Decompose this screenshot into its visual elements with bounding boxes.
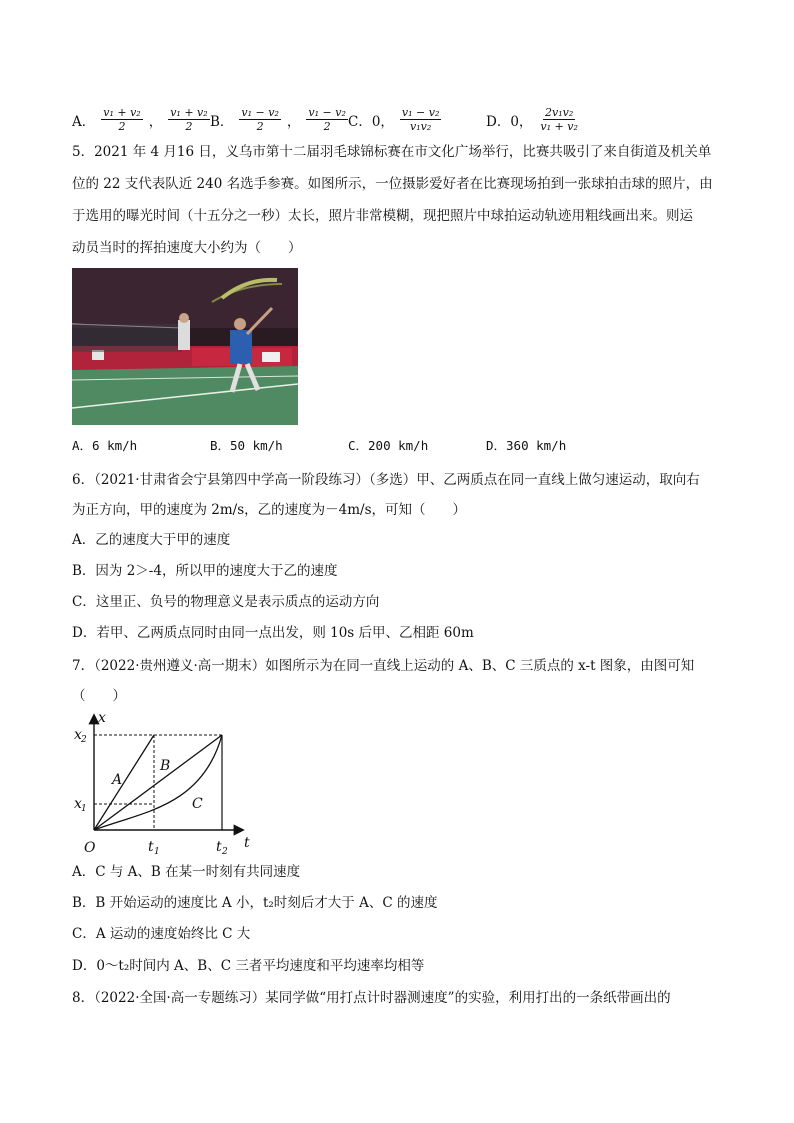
label-b: B bbox=[160, 758, 171, 774]
denominator: v₁ + v₂ bbox=[540, 120, 578, 133]
label-t-axis: t bbox=[244, 835, 250, 851]
fraction bbox=[168, 106, 209, 133]
q7-option-c: C．A 运动的速度始终比 C 大 bbox=[72, 926, 251, 942]
label-origin: O bbox=[84, 840, 96, 856]
denominator: 2 bbox=[185, 120, 193, 133]
denominator: 2 bbox=[256, 120, 264, 133]
q5-option-d: D．360 km/h bbox=[486, 438, 567, 453]
q6-option-b: B．因为 2＞-4，所以甲的速度大于乙的速度 bbox=[72, 563, 338, 579]
label-a: A bbox=[112, 772, 123, 788]
line-a bbox=[94, 735, 154, 830]
badminton-photo bbox=[72, 268, 298, 425]
fraction bbox=[306, 106, 347, 133]
fraction bbox=[239, 106, 280, 133]
numerator: v₁ + v₂ bbox=[170, 106, 208, 119]
label-x1-sub: 1 bbox=[81, 804, 87, 814]
q5-option-c: C．200 km/h bbox=[348, 438, 429, 453]
q5-line-2: 位的 22 支代表队近 240 名选手参赛。如图所示，一位摄影爱好者在比赛现场拍到一张球拍击球的照片，由 bbox=[72, 176, 713, 192]
q6-option-a: A．乙的速度大于甲的速度 bbox=[72, 532, 231, 548]
q6-option-d: D．若甲、乙两质点同时由同一点出发，则 10s 后甲、乙相距 60m bbox=[72, 625, 474, 641]
label-c: C bbox=[192, 796, 203, 812]
q6-stem-2: 为正方向，甲的速度为 2m/s，乙的速度为－4m/s，可知（ ） bbox=[72, 502, 467, 518]
label-t2-sub: 2 bbox=[222, 847, 228, 857]
q5-line-3: 于选用的曝光时间（十五分之一秒）太长，照片非常模糊，现把照片中球拍运动轨迹用粗线画出来。则运 bbox=[72, 208, 693, 224]
q4-option-a: A． $\frac{\text{v₁ + v₂}}{2}$ ， $\frac{\text{v₁ + v₂}}{2}$ bbox=[72, 106, 208, 133]
denominator: 2 bbox=[323, 120, 331, 133]
denominator: v₁v₂ bbox=[410, 120, 432, 133]
q4-option-b-letter: B． bbox=[210, 113, 234, 130]
q8-stem: 8．（2022·全国·高一专题练习）某同学做“用打点计时器测速度”的实验，利用打出的一条纸带画出的 bbox=[72, 990, 671, 1006]
label-x2-sub: 2 bbox=[81, 735, 87, 745]
q4-option-c bbox=[348, 106, 443, 133]
label-t2: t bbox=[216, 839, 222, 855]
q5-option-b: B．50 km/h bbox=[210, 438, 283, 453]
q7-option-d: D．0～t₂时间内 A、B、C 三者平均速度和平均速率均相等 bbox=[72, 958, 425, 974]
xt-graph bbox=[72, 712, 252, 857]
q7-stem-2: （ ） bbox=[72, 688, 126, 704]
q5-line-4: 动员当时的挥拍速度大小约为（ ） bbox=[72, 240, 302, 256]
q4-option-b: B． $\frac{\text{v₁ − v₂}}{2}$ ， $\frac{\text{v₁ − v₂}}{2}$ bbox=[210, 106, 346, 133]
label-x1: x bbox=[74, 796, 82, 812]
q4-option-a-letter: A． bbox=[72, 113, 96, 130]
q4-option-c-letter: C．0， bbox=[348, 113, 394, 130]
denominator: 2 bbox=[118, 120, 126, 133]
q5-option-a: A．6 km/h bbox=[72, 438, 138, 453]
label-x-axis: x bbox=[98, 710, 106, 726]
label-x2: x bbox=[74, 727, 82, 743]
fraction bbox=[101, 106, 142, 133]
label-t1: t bbox=[148, 839, 154, 855]
label-t1-sub: 1 bbox=[154, 847, 160, 857]
numerator: 2v₁v₂ bbox=[545, 106, 574, 119]
numerator: v₁ + v₂ bbox=[103, 106, 141, 119]
q5-line-1: 5．2021 年 4 月16 日，义乌市第十二届羽毛球锦标赛在市文化广场举行，比赛共吸引了来自街道及机关单 bbox=[72, 144, 712, 160]
numerator: v₁ − v₂ bbox=[241, 106, 279, 119]
numerator: v₁ − v₂ bbox=[308, 106, 346, 119]
q7-option-b: B．B 开始运动的速度比 A 小，t₂时刻后才大于 A、C 的速度 bbox=[72, 895, 438, 911]
q6-stem: 6．（2021·甘肃省会宁县第四中学高一阶段练习）（多选）甲、乙两质点在同一直线上做匀速运动，取向右 bbox=[72, 472, 700, 488]
numerator: v₁ − v₂ bbox=[401, 106, 440, 119]
q4-option-d-letter: D．0， bbox=[486, 113, 533, 130]
fraction bbox=[538, 106, 579, 133]
q7-option-a: A．C 与 A、B 在某一时刻有共同速度 bbox=[72, 864, 301, 880]
q6-option-c: C．这里正、负号的物理意义是表示质点的运动方向 bbox=[72, 594, 380, 610]
q4-option-d bbox=[486, 106, 582, 133]
q7-stem: 7．（2022·贵州遵义·高一期末）如图所示为在同一直线上运动的 A、B、C 三质点的 x-t 图象，由图可知 bbox=[72, 658, 695, 674]
fraction bbox=[400, 106, 441, 133]
